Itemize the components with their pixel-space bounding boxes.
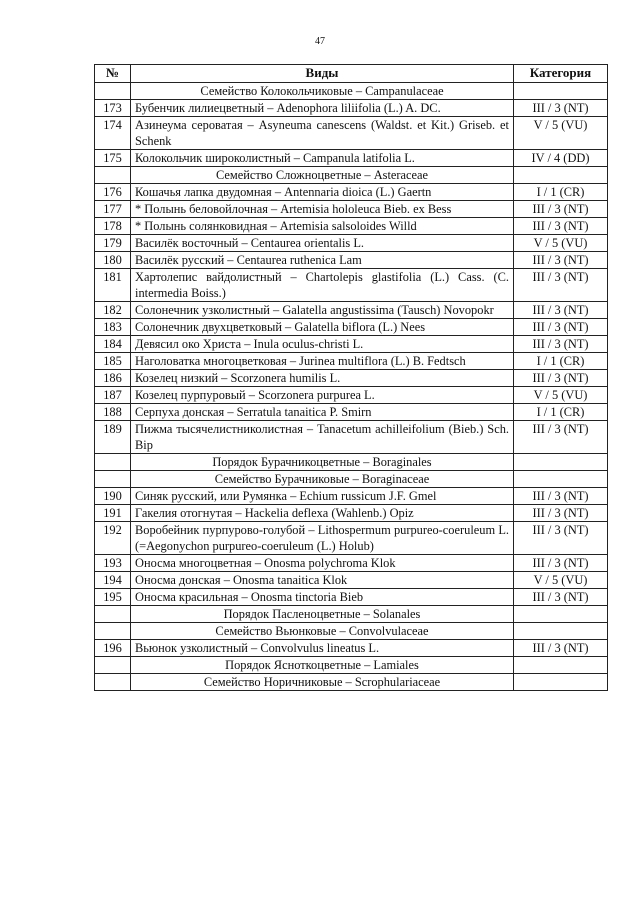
page-number: 47 <box>315 36 325 47</box>
species-name: Оносма донская – Onosma tanaitica Klok <box>131 572 514 589</box>
table-row <box>95 235 608 252</box>
species-category: III / 3 (NT) <box>514 302 608 319</box>
species-name: Синяк русский, или Румянка – Echium russicum J.F. Gmel <box>131 488 514 505</box>
section-category-cell <box>514 471 608 488</box>
species-category: III / 3 (NT) <box>514 100 608 117</box>
species-category: III / 3 (NT) <box>514 201 608 218</box>
section-number-cell <box>95 674 131 691</box>
table-row <box>95 421 608 454</box>
species-name: * Полынь беловойлочная – Artemisia hololeuca Bieb. ex Bess <box>131 201 514 218</box>
table-row <box>95 319 608 336</box>
table-row <box>95 522 608 555</box>
section-number-cell <box>95 454 131 471</box>
species-number: 190 <box>95 488 131 505</box>
table-row <box>95 572 608 589</box>
species-name: Кошачья лапка двудомная – Antennaria dioica (L.) Gaertn <box>131 184 514 201</box>
table-row <box>95 336 608 353</box>
species-number: 187 <box>95 387 131 404</box>
species-number: 176 <box>95 184 131 201</box>
header-category: Категория <box>514 65 608 83</box>
section-row <box>95 606 608 623</box>
species-name: * Полынь солянковидная – Artemisia salsoloides Willd <box>131 218 514 235</box>
table-row <box>95 269 608 302</box>
header-species: Виды <box>131 65 514 83</box>
section-number-cell <box>95 606 131 623</box>
section-row <box>95 623 608 640</box>
species-category: V / 5 (VU) <box>514 117 608 150</box>
species-name: Гакелия отогнутая – Hackelia deflexa (Wahlenb.) Opiz <box>131 505 514 522</box>
species-name: Козелец пурпуровый – Scorzonera purpurea L. <box>131 387 514 404</box>
species-category: III / 3 (NT) <box>514 336 608 353</box>
species-name: Наголоватка многоцветковая – Jurinea multiflora (L.) B. Fedtsch <box>131 353 514 370</box>
table-row <box>95 302 608 319</box>
species-number: 178 <box>95 218 131 235</box>
species-name: Козелец низкий – Scorzonera humilis L. <box>131 370 514 387</box>
section-title: Семейство Норичниковые – Scrophulariaceae <box>131 674 514 691</box>
table-row <box>95 218 608 235</box>
section-title: Порядок Пасленоцветные – Solanales <box>131 606 514 623</box>
species-name: Оносма красильная – Onosma tinctoria Bieb <box>131 589 514 606</box>
table-row <box>95 184 608 201</box>
species-number: 179 <box>95 235 131 252</box>
species-name: Оносма многоцветная – Onosma polychroma Klok <box>131 555 514 572</box>
species-name: Серпуха донская – Serratula tanaitica P. Smirn <box>131 404 514 421</box>
species-name: Девясил око Христа – Inula oculus-christi L. <box>131 336 514 353</box>
table-row <box>95 387 608 404</box>
species-number: 188 <box>95 404 131 421</box>
section-row <box>95 471 608 488</box>
species-number: 183 <box>95 319 131 336</box>
section-row <box>95 657 608 674</box>
section-category-cell <box>514 657 608 674</box>
table-row <box>95 201 608 218</box>
species-table <box>94 64 608 691</box>
table-row <box>95 488 608 505</box>
species-category: V / 5 (VU) <box>514 235 608 252</box>
species-category: V / 5 (VU) <box>514 387 608 404</box>
species-number: 175 <box>95 150 131 167</box>
section-category-cell <box>514 623 608 640</box>
species-number: 192 <box>95 522 131 555</box>
section-row <box>95 83 608 100</box>
species-name: Бубенчик лилиецветный – Adenophora liliifolia (L.) A. DC. <box>131 100 514 117</box>
species-number: 177 <box>95 201 131 218</box>
species-name: Колокольчик широколистный – Campanula latifolia L. <box>131 150 514 167</box>
section-category-cell <box>514 83 608 100</box>
species-number: 174 <box>95 117 131 150</box>
species-category: V / 5 (VU) <box>514 572 608 589</box>
species-name: Пижма тысячелистниколистная – Tanacetum achilleifolium (Bieb.) Sch. Bip <box>131 421 514 454</box>
species-category: III / 3 (NT) <box>514 640 608 657</box>
table-row <box>95 252 608 269</box>
species-category: III / 3 (NT) <box>514 421 608 454</box>
section-number-cell <box>95 657 131 674</box>
species-number: 191 <box>95 505 131 522</box>
section-row <box>95 454 608 471</box>
species-category: IV / 4 (DD) <box>514 150 608 167</box>
species-name: Василёк русский – Centaurea ruthenica Lam <box>131 252 514 269</box>
species-name: Солонечник узколистный – Galatella angustissima (Tausch) Novopokr <box>131 302 514 319</box>
table-row <box>95 589 608 606</box>
species-number: 193 <box>95 555 131 572</box>
section-category-cell <box>514 606 608 623</box>
section-row <box>95 167 608 184</box>
table-row <box>95 555 608 572</box>
species-category: III / 3 (NT) <box>514 252 608 269</box>
species-category: III / 3 (NT) <box>514 488 608 505</box>
section-number-cell <box>95 167 131 184</box>
section-row <box>95 674 608 691</box>
table-row <box>95 640 608 657</box>
table-row <box>95 353 608 370</box>
species-number: 182 <box>95 302 131 319</box>
header-number: № <box>95 65 131 83</box>
species-category: III / 3 (NT) <box>514 370 608 387</box>
species-number: 194 <box>95 572 131 589</box>
table-row <box>95 404 608 421</box>
section-category-cell <box>514 167 608 184</box>
species-category: III / 3 (NT) <box>514 505 608 522</box>
table-header-row <box>95 65 608 83</box>
section-number-cell <box>95 471 131 488</box>
species-category: III / 3 (NT) <box>514 555 608 572</box>
species-name: Хартолепис вайдолистный – Chartolepis glastifolia (L.) Cass. (C. intermedia Boiss.) <box>131 269 514 302</box>
species-category: III / 3 (NT) <box>514 522 608 555</box>
table-row <box>95 117 608 150</box>
species-category: III / 3 (NT) <box>514 269 608 302</box>
species-category: I / 1 (CR) <box>514 404 608 421</box>
table-row <box>95 100 608 117</box>
species-number: 185 <box>95 353 131 370</box>
species-category: III / 3 (NT) <box>514 218 608 235</box>
species-number: 186 <box>95 370 131 387</box>
species-name: Солонечник двухцветковый – Galatella biflora (L.) Nees <box>131 319 514 336</box>
section-title: Семейство Колокольчиковые – Campanulaceae <box>131 83 514 100</box>
species-number: 181 <box>95 269 131 302</box>
species-number: 196 <box>95 640 131 657</box>
species-number: 184 <box>95 336 131 353</box>
section-number-cell <box>95 623 131 640</box>
species-category: I / 1 (CR) <box>514 184 608 201</box>
species-name: Вьюнок узколистный – Convolvulus lineatus L. <box>131 640 514 657</box>
section-title: Порядок Бурачникоцветные – Boraginales <box>131 454 514 471</box>
section-category-cell <box>514 454 608 471</box>
species-name: Воробейник пурпурово-голубой – Lithospermum purpureo-coeruleum L. (=Aegonychon purpureo-coeruleum (L.) Holub) <box>131 522 514 555</box>
section-category-cell <box>514 674 608 691</box>
section-title: Порядок Ясноткоцветные – Lamiales <box>131 657 514 674</box>
species-number: 180 <box>95 252 131 269</box>
table-row <box>95 150 608 167</box>
species-number: 189 <box>95 421 131 454</box>
section-number-cell <box>95 83 131 100</box>
species-category: I / 1 (CR) <box>514 353 608 370</box>
species-category: III / 3 (NT) <box>514 319 608 336</box>
section-title: Семейство Бурачниковые – Boraginaceae <box>131 471 514 488</box>
section-title: Семейство Сложноцветные – Asteraceae <box>131 167 514 184</box>
species-name: Азинеума сероватая – Asyneuma canescens (Waldst. et Kit.) Griseb. et Schenk <box>131 117 514 150</box>
species-number: 195 <box>95 589 131 606</box>
species-category: III / 3 (NT) <box>514 589 608 606</box>
species-number: 173 <box>95 100 131 117</box>
table-body <box>95 83 608 691</box>
section-title: Семейство Вьюнковые – Convolvulaceae <box>131 623 514 640</box>
table-row <box>95 505 608 522</box>
table-row <box>95 370 608 387</box>
species-name: Василёк восточный – Centaurea orientalis L. <box>131 235 514 252</box>
